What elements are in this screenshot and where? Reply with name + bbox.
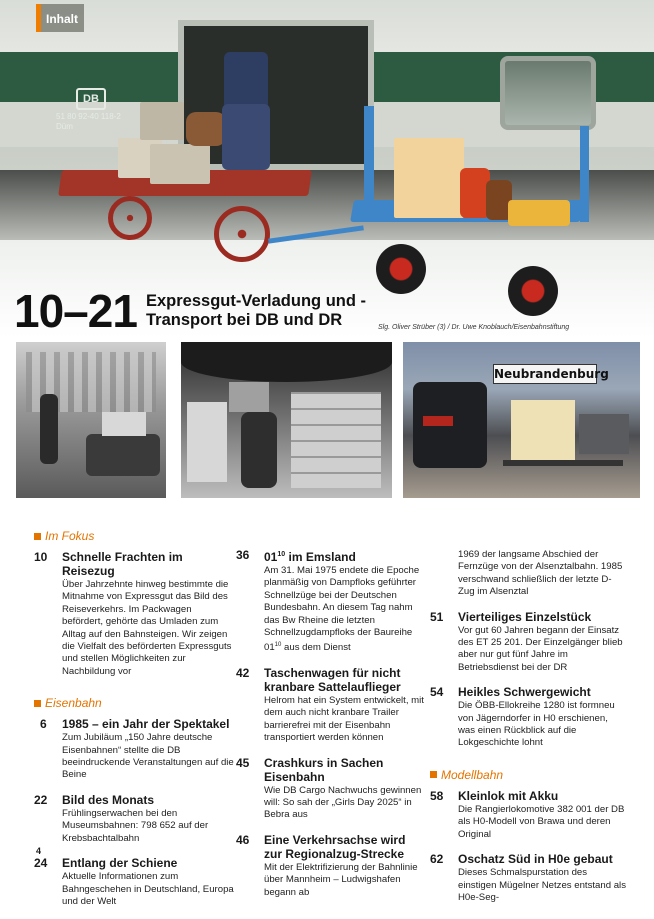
- coach-number: 51 80 92-40 118-2 Düm: [56, 112, 121, 131]
- page-number: 36: [236, 548, 250, 562]
- page-number: 24: [34, 856, 48, 871]
- entry-description: Aktuelle Informationen zum Bahngeschehen in Deutschland, Europa und der Welt: [62, 871, 234, 907]
- parcel: [186, 112, 226, 146]
- parcel: [508, 200, 570, 226]
- entry-title: Taschenwagen für nicht kranbare Sattelauflieger: [264, 666, 401, 695]
- parcel: [394, 138, 464, 218]
- toc-column-1: [34, 528, 234, 919]
- cart-wheel: [108, 196, 152, 240]
- toc-entry[interactable]: [236, 548, 426, 655]
- photo-neubrandenburg-station: [403, 342, 640, 498]
- section-tag-bar: [36, 4, 41, 32]
- hero-image: [0, 0, 654, 338]
- entry-description: Mit der Elektrifizierung der Bahnlinie über Mannheim – Ludwigshafen begann ab: [264, 861, 418, 898]
- toc-entry[interactable]: [430, 610, 626, 675]
- page-number: 51: [430, 609, 444, 624]
- photo-express-cart-bw: [16, 342, 166, 498]
- toc-entry[interactable]: [34, 550, 234, 678]
- photo-baggage-car-interior-bw: [181, 342, 392, 498]
- toc-column-2: [236, 548, 426, 910]
- entry-description: Vor gut 60 Jahren begann der Einsatz des ET 25 201. Der Einzelgänger blieb aber nur gut fünf Jahre im Betriebsdienst bei der DR: [458, 624, 623, 673]
- cart-wheel: [214, 206, 270, 262]
- toc-entry[interactable]: [236, 833, 426, 899]
- entry-description: Die ÖBB-Ellokreihe 1280 ist formneu von Jägerndorfer in H0 erschienen, was einen Rückblick auf die Lokgeschichte lohnt: [458, 700, 615, 749]
- entry-description: Zum Jubiläum „150 Jahre deutsche Eisenbahnen“ stellte die DB beeindruckende Veranstaltungen auf die Beine: [62, 732, 234, 781]
- page-number: 46: [236, 832, 250, 847]
- page-number: 6: [40, 717, 47, 732]
- page-number: 10: [34, 550, 48, 564]
- toc-entry[interactable]: [34, 856, 234, 908]
- entry-description: Am 31. Mai 1975 endete die Epoche planmäßig von Dampfloks geführter Schnellzüge bei der Deutschen Bundesbahn. An diesem Tag nahm das Bw Rheine die letzten Schnellzugdampfloks der Baureihe $01^{10}$ aus dem Dienst: [264, 565, 420, 654]
- feature-title: Expressgut-Verladung und -Transport bei DB und DR: [146, 292, 367, 329]
- page-number: 62: [430, 852, 444, 867]
- entry-description: Helrom hat ein System entwickelt, mit dem auch nicht kranbare Trailer barrierefrei mit der Eisenbahn transportiert werden können: [264, 695, 424, 744]
- page-number-footer: 4: [36, 846, 42, 856]
- section-heading: Eisenbahn: [34, 695, 234, 711]
- toc-column-3: [430, 549, 626, 915]
- entry-title: Entlang der Schiene: [62, 856, 178, 871]
- figure-worker: [222, 104, 270, 170]
- toc-entry[interactable]: [236, 666, 426, 745]
- toc-entry[interactable]: [34, 793, 234, 845]
- db-logo: DB: [76, 88, 106, 110]
- section-heading: Modellbahn: [430, 767, 626, 783]
- cart-wheel: [508, 266, 558, 316]
- parcel: [140, 102, 184, 140]
- entry-title: Heikles Schwergewicht: [458, 685, 591, 700]
- entry-title: Eine Verkehrsachse wird zur Regionalzug-Strecke: [264, 832, 406, 861]
- entry-description: Wie DB Cargo Nachwuchs gewinnen will: So sah der „Girls Day 2025“ in Bebra aus: [264, 784, 422, 821]
- station-sign: Neubrandenburg: [493, 364, 597, 384]
- toc-entry[interactable]: [430, 685, 626, 750]
- page-number: 45: [236, 755, 250, 770]
- page-number: 42: [236, 666, 250, 681]
- section-tag: Inhalt: [46, 12, 78, 26]
- page-number: 58: [430, 788, 444, 803]
- entry-title: Bild des Monats: [62, 792, 155, 807]
- toc-entry[interactable]: [236, 756, 426, 822]
- cart-wheel: [376, 244, 426, 294]
- entry-title: Crashkurs in Sachen Eisenbahn: [264, 755, 384, 784]
- entry-title: Vierteiliges Einzelstück: [458, 609, 592, 624]
- feature-pages: 10–21: [14, 285, 137, 337]
- entry-title: Oschatz Süd in H0e gebaut: [458, 852, 613, 867]
- photo-credit: Slg. Oliver Strüber (3) / Dr. Uwe Knoblauch/Eisenbahnstiftung: [378, 324, 570, 331]
- parcel: [150, 144, 210, 184]
- figure-worker: [224, 52, 268, 112]
- entry-description: Die Rangierlokomotive 382 001 der DB als H0-Modell von Brawa und deren Original: [458, 803, 625, 840]
- entry-description: Dieses Schmalspurstation des einstigen Mügelner Netzes entstand als H0e-Seg-: [458, 867, 626, 903]
- page-number: 22: [34, 792, 48, 807]
- toc-entry[interactable]: [430, 852, 626, 904]
- toc-entry[interactable]: [430, 789, 626, 841]
- entry-description: Frühlingserwachen bei den Museumsbahnen: 798 652 auf der Krebsbachtalbahn: [62, 807, 209, 844]
- entry-continuation: 1969 der langsame Abschied der Fernzüge von der Alsenztalbahn. 1985 verschwand schließlich der letzte D-Zug im Alsenztal: [458, 549, 623, 598]
- coach-window: [500, 56, 596, 130]
- page-number: 54: [430, 685, 444, 700]
- entry-title: Schnelle Frachten im Reisezug: [62, 550, 183, 578]
- entry-description: Über Jahrzehnte hinweg bestimmte die Mitnahme von Expressgut das Bild des Reiseverkehrs. Im Packwagen befördert, gehörte das Umladen zum Alltag auf den Bahnsteigen. Wir zeigen die Vielfalt des beförderten Expressguts und stellen Möglichkeiten zur Nachbildung vor: [62, 579, 232, 677]
- entry-title: Kleinlok mit Akku: [458, 788, 559, 803]
- entry-title: $01^{10}$ im Emsland: [264, 550, 356, 564]
- section-heading: Im Fokus: [34, 528, 234, 544]
- toc-entry[interactable]: [34, 717, 234, 782]
- entry-title: 1985 – ein Jahr der Spektakel: [62, 717, 230, 732]
